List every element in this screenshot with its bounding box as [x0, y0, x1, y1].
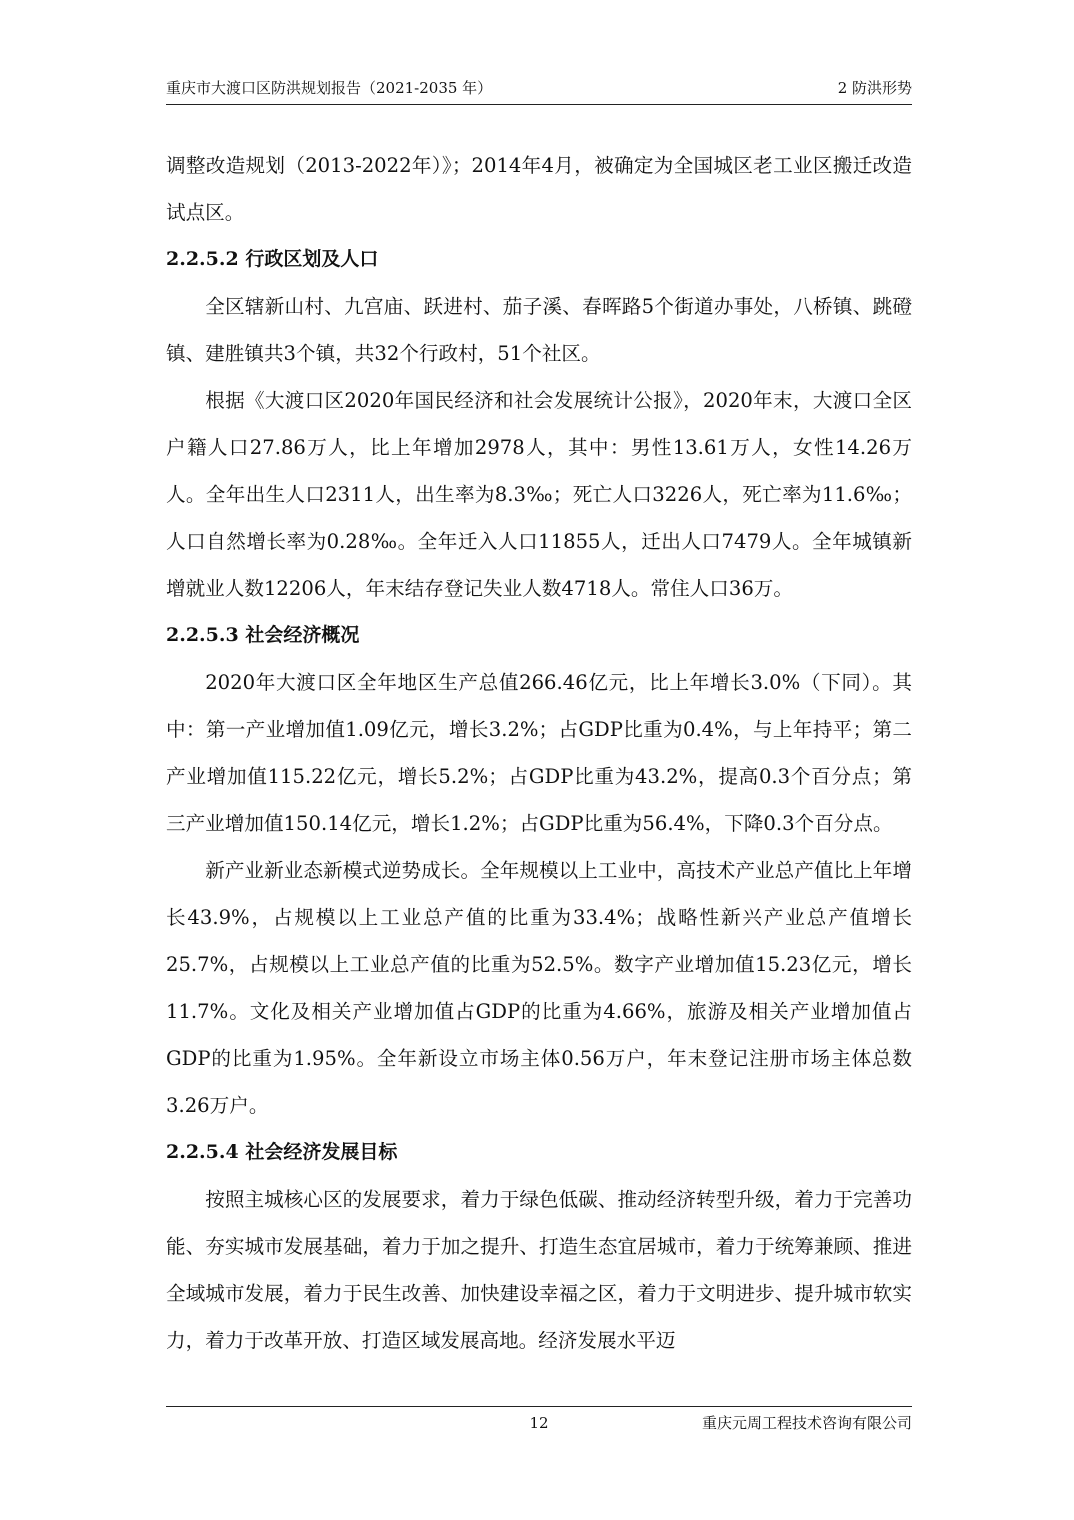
section-heading-development-goals: 2.2.5.4 社会经济发展目标 [166, 1141, 398, 1163]
page-footer [166, 1406, 912, 1433]
document-body [166, 142, 912, 1364]
paragraph-new-industries: 新产业新业态新模式逆势成长。全年规模以上工业中，高技术产业总产值比上年增长43.9%，占规模以上工业总产值的比重为33.4%；战略性新兴产业总产值增长25.7%，占规模以上工业总产值的比重为52.5%。数字产业增加值15.23亿元，增长11.7%。文化及相关产业增加值占GDP的比重为4.66%，旅游及相关产业增加值占GDP的比重为1.95%。全年新设立市场主体0.56万户，年末登记注册市场主体总数3.26万户。 [166, 859, 912, 1117]
paragraph-gdp: 2020年大渡口区全年地区生产总值266.46亿元，比上年增长3.0%（下同）。其中：第一产业增加值1.09亿元，增长3.2%；占GDP比重为0.4%，与上年持平；第二产业增加值115.22亿元，增长5.2%；占GDP比重为43.2%，提高0.3个百分点；第三产业增加值150.14亿元，增长1.2%；占GDP比重为56.4%，下降0.3个百分点。 [166, 671, 912, 835]
section-heading-economy-overview: 2.2.5.3 社会经济概况 [166, 624, 360, 646]
chapter-title: 2 防洪形势 [837, 79, 912, 97]
paragraph-development-goals: 按照主城核心区的发展要求，着力于绿色低碳、推动经济转型升级，着力于完善功能、夯实城市发展基础，着力于加之提升、打造生态宜居城市，着力于统筹兼顾、推进全域城市发展，着力于民生改善、加快建设幸福之区，着力于文明进步、提升城市软实力，着力于改革开放、打造区域发展高地。经济发展水平迈 [166, 1188, 912, 1352]
page-header [166, 78, 912, 105]
paragraph-continuation: 调整改造规划（2013-2022年）》；2014年4月，被确定为全国城区老工业区搬迁改造试点区。 [166, 154, 912, 224]
paragraph-admin-divisions: 全区辖新山村、九宫庙、跃进村、茄子溪、春晖路5个街道办事处，八桥镇、跳磴镇、建胜镇共3个镇，共32个行政村，51个社区。 [166, 295, 912, 365]
company-name: 重庆元周工程技术咨询有限公司 [701, 1414, 912, 1432]
section-heading-admin-population: 2.2.5.2 行政区划及人口 [166, 248, 379, 270]
paragraph-population: 根据《大渡口区2020年国民经济和社会发展统计公报》，2020年末，大渡口全区户籍人口27.86万人，比上年增加2978人，其中：男性13.61万人，女性14.26万人。全年出生人口2311人，出生率为8.3‰；死亡人口3226人，死亡率为11.6‰；人口自然增长率为0.28‰。全年迁入人口11855人，迁出人口7479人。全年城镇新增就业人数12206人，年末结存登记失业人数4718人。常住人口36万。 [166, 389, 912, 600]
page-number: 12 [529, 1414, 549, 1432]
report-title: 重庆市大渡口区防洪规划报告（2021-2035 年） [166, 79, 493, 97]
